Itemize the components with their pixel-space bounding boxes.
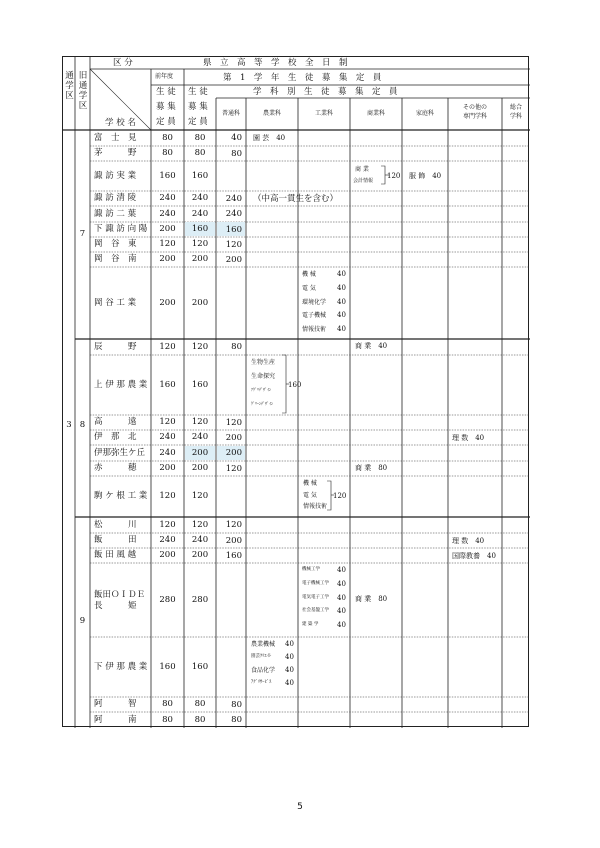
kogyo-subject: 社会基盤工学	[302, 608, 329, 614]
kogyo-value: 40	[337, 593, 346, 602]
kogyo-subject: 電 気	[302, 284, 316, 292]
sonota-value: 理 数 40	[452, 434, 485, 442]
kogyo-subject: 電子機械工学	[302, 580, 329, 586]
seito-total: 120	[191, 417, 209, 427]
header-seito-total: 生 徒	[188, 87, 208, 97]
nogyo-value: 40	[285, 640, 294, 648]
header-sonota-1: その他の	[462, 104, 487, 111]
nogyo-subject: 園芸ｸﾘｴｲﾄ	[251, 654, 272, 659]
seito-total: 120	[191, 341, 209, 352]
seito-total: 200	[191, 463, 209, 473]
shogyo-value: 商 業 80	[355, 464, 388, 472]
school-name: 下 諏 訪 向 陽	[94, 224, 148, 234]
futsu-value: 80	[231, 699, 242, 710]
school-name: 富 士 見	[94, 132, 137, 143]
header-dai1: 第 1 学 年 生 徒 募 集 定 員	[223, 73, 382, 83]
header-tsuugakku: 通 学 区	[65, 71, 74, 101]
kogyo-subject: 電子機械	[302, 312, 327, 320]
school-name: 諏 訪 清 陵	[94, 193, 137, 203]
kogyo-value: 40	[337, 270, 346, 278]
seito-total: 80	[194, 699, 206, 709]
futsu-value: 120	[225, 239, 242, 250]
nogyo-subject: ｱｸﾞﾘｻｰﾋﾞｽ	[251, 680, 272, 685]
futsu-value: 240	[225, 193, 242, 204]
prev-total: 200	[159, 550, 176, 560]
nogyo-value: 40	[285, 679, 294, 687]
prev-total: 80	[162, 699, 173, 709]
header-teiin-prev: 定 員	[156, 117, 176, 127]
prev-total: 160	[159, 661, 176, 672]
school-name: 伊 那 北	[94, 432, 137, 442]
nogyo-subject: 農業機械	[251, 641, 276, 648]
prev-total: 120	[159, 491, 176, 501]
seito-total: 200	[191, 550, 209, 560]
school-name: 駒 ケ 根 工 業	[94, 491, 148, 501]
header-sonota-2: 専門学科	[462, 113, 487, 120]
header-boshuu-prev: 募 集	[156, 102, 176, 112]
school-name: 辰 野	[94, 341, 137, 352]
prev-total: 80	[162, 148, 173, 158]
kogyo-value: 40	[337, 325, 346, 334]
school-name: 下 伊 那 農 業	[94, 661, 148, 672]
shogyo-sub-2: 会計情報	[353, 178, 374, 184]
kogyo-subject: 機 械	[302, 271, 316, 278]
seito-total: 120	[191, 239, 209, 249]
kogyo-value: 40	[337, 607, 346, 616]
header-sougou-2: 学科	[509, 113, 522, 120]
nogyo-subject: 生物生産	[251, 359, 276, 366]
prev-total: 200	[159, 254, 176, 264]
kogyo-subject: 機 械	[303, 480, 317, 487]
header-sougou-1: 総合	[509, 104, 522, 111]
header-nogyo: 農業科	[262, 110, 281, 117]
futsu-value: 40	[231, 132, 242, 143]
school-name: 高 遠	[94, 417, 137, 427]
school-name: 赤 穂	[94, 463, 137, 473]
prev-total: 200	[159, 463, 176, 473]
kogyo-value: 40	[337, 297, 346, 306]
seito-total: 160	[191, 661, 209, 672]
kogyo-value: 40	[337, 566, 346, 574]
school-name-2: 長 姫	[94, 600, 137, 611]
school-name: 諏 訪 実 業	[94, 170, 137, 181]
seito-total: 240	[191, 193, 209, 203]
prev-total: 280	[159, 594, 176, 605]
nogyo-total: 160	[288, 380, 302, 389]
nogyo-subject: ｱｸﾞﾘﾃﾞｻﾞｲﾝ	[251, 387, 271, 392]
seito-total: 160	[191, 224, 209, 234]
header-gakkabetsu: 学 科 別 生 徒 募 集 定 員	[253, 87, 398, 97]
seito-total: 200	[191, 297, 209, 308]
enrollment-table	[62, 56, 529, 727]
region-number: 3	[66, 420, 72, 430]
kogyo-total: 120	[333, 492, 347, 500]
kogyo-subject: 電 気	[303, 491, 317, 499]
futsu-value: 200	[225, 447, 242, 458]
school-name: 諏 訪 二 葉	[94, 208, 137, 219]
school-name: 茅 野	[94, 148, 137, 158]
futsu-value: 160	[225, 224, 242, 235]
page-number: 5	[297, 802, 303, 812]
prev-total: 80	[162, 714, 173, 725]
shogyo-sub-1: 商 業	[355, 166, 369, 173]
prev-total: 200	[159, 297, 176, 308]
kogyo-value: 40	[337, 621, 346, 630]
seito-total: 280	[191, 594, 209, 605]
katei-value: 服 飾 40	[409, 171, 442, 180]
prev-total: 160	[159, 170, 176, 181]
futsu-value: 80	[231, 148, 242, 159]
futsu-value: 200	[225, 535, 242, 546]
seito-total: 80	[194, 132, 206, 143]
nogyo-value: 園 芸 40	[253, 134, 286, 142]
area-number-8: 8	[79, 420, 86, 430]
kogyo-subject: 環境化学	[302, 298, 327, 306]
note: （中高一貫生を含む）	[253, 193, 339, 204]
header-kubun: 区 分	[113, 58, 133, 68]
header-shogyo: 商業科	[366, 110, 385, 117]
prev-total: 120	[159, 519, 176, 530]
kogyo-subject: 情報技術	[302, 326, 327, 334]
nogyo-value: 40	[285, 666, 294, 674]
kogyo-value: 40	[337, 283, 346, 292]
kogyo-subject: 機械工学	[302, 567, 320, 572]
area-number-9: 9	[79, 616, 86, 626]
kogyo-subject: 電気電子工学	[302, 594, 329, 600]
kogyo-subject: 建 築 学	[302, 622, 319, 628]
school-name: 阿 智	[94, 699, 137, 709]
school-name: 飯 田	[94, 535, 137, 545]
prev-total: 240	[159, 535, 176, 545]
futsu-value: 80	[231, 714, 242, 725]
seito-total: 200	[191, 254, 209, 264]
prev-total: 120	[159, 417, 176, 427]
seito-total: 80	[194, 714, 206, 725]
prev-total: 120	[159, 341, 176, 352]
sonota-value: 理 数 40	[452, 537, 485, 545]
nogyo-subject: 食品化学	[251, 667, 276, 674]
prev-total: 240	[159, 447, 176, 458]
header-zennendo: 前年度	[155, 73, 174, 80]
header-kyuutsuugakku: 旧 通 学 区	[78, 71, 88, 111]
school-name: 岡 谷 東	[94, 239, 137, 249]
nogyo-subject: 生命探究	[251, 373, 276, 380]
shogyo-total: 120	[387, 171, 401, 180]
header-gakkoumei: 学 校 名	[105, 118, 136, 128]
seito-total: 120	[191, 519, 209, 530]
shogyo-value: 商 業 40	[355, 342, 388, 350]
seito-total: 160	[191, 379, 209, 390]
header-seito-prev: 生 徒	[156, 87, 176, 97]
prev-total: 120	[159, 239, 176, 249]
seito-total: 80	[194, 148, 206, 158]
school-name: 岡 谷 工 業	[94, 297, 137, 308]
header-katei: 家庭科	[415, 110, 434, 117]
school-name: 阿 南	[94, 714, 137, 725]
futsu-value: 200	[225, 254, 242, 265]
prev-total: 240	[159, 193, 176, 203]
kogyo-subject: 情報技術	[303, 503, 328, 510]
school-name: 上 伊 那 農 業	[94, 379, 148, 390]
prev-total: 240	[159, 208, 176, 219]
school-name: 伊那弥生ケ丘	[94, 447, 146, 458]
school-name: 岡 谷 南	[94, 254, 137, 264]
nogyo-value: 40	[285, 653, 294, 661]
futsu-value: 240	[225, 208, 242, 219]
futsu-value: 160	[225, 550, 242, 561]
header-boshuu-total: 募 集	[188, 102, 208, 112]
school-name: 飯 田 風 越	[94, 550, 137, 560]
shogyo-value: 商 業 80	[355, 594, 388, 603]
futsu-value: 120	[225, 417, 242, 428]
seito-total: 160	[191, 170, 209, 181]
futsu-value: 80	[231, 341, 242, 352]
header-kogyo: 工業科	[314, 110, 333, 117]
seito-total: 240	[191, 208, 209, 219]
seito-total: 120	[191, 491, 209, 501]
school-name: 飯田ＯＩＤＥ	[94, 589, 146, 600]
futsu-value: 120	[225, 463, 242, 474]
prev-total: 80	[162, 132, 173, 143]
nogyo-subject: ｸﾞﾘｰﾝﾃﾞｻﾞｲﾝ	[251, 401, 273, 406]
area-number-7: 7	[79, 229, 86, 239]
prev-total: 200	[159, 224, 176, 234]
seito-total: 240	[191, 535, 209, 545]
header-futsu: 普通科	[221, 110, 240, 117]
futsu-value: 200	[225, 432, 242, 443]
header-kenritsu: 県 立 高 等 学 校 全 日 制	[203, 58, 348, 68]
sonota-value: 国際教養 40	[452, 552, 496, 560]
seito-total: 200	[191, 447, 209, 458]
prev-total: 160	[159, 379, 176, 390]
header-teiin-total: 定 員	[188, 117, 208, 127]
prev-total: 240	[159, 432, 176, 442]
futsu-value: 120	[225, 519, 242, 530]
seito-total: 240	[191, 432, 209, 442]
kogyo-value: 40	[337, 311, 346, 320]
kogyo-value: 40	[337, 579, 346, 588]
school-name: 松 川	[94, 519, 137, 530]
